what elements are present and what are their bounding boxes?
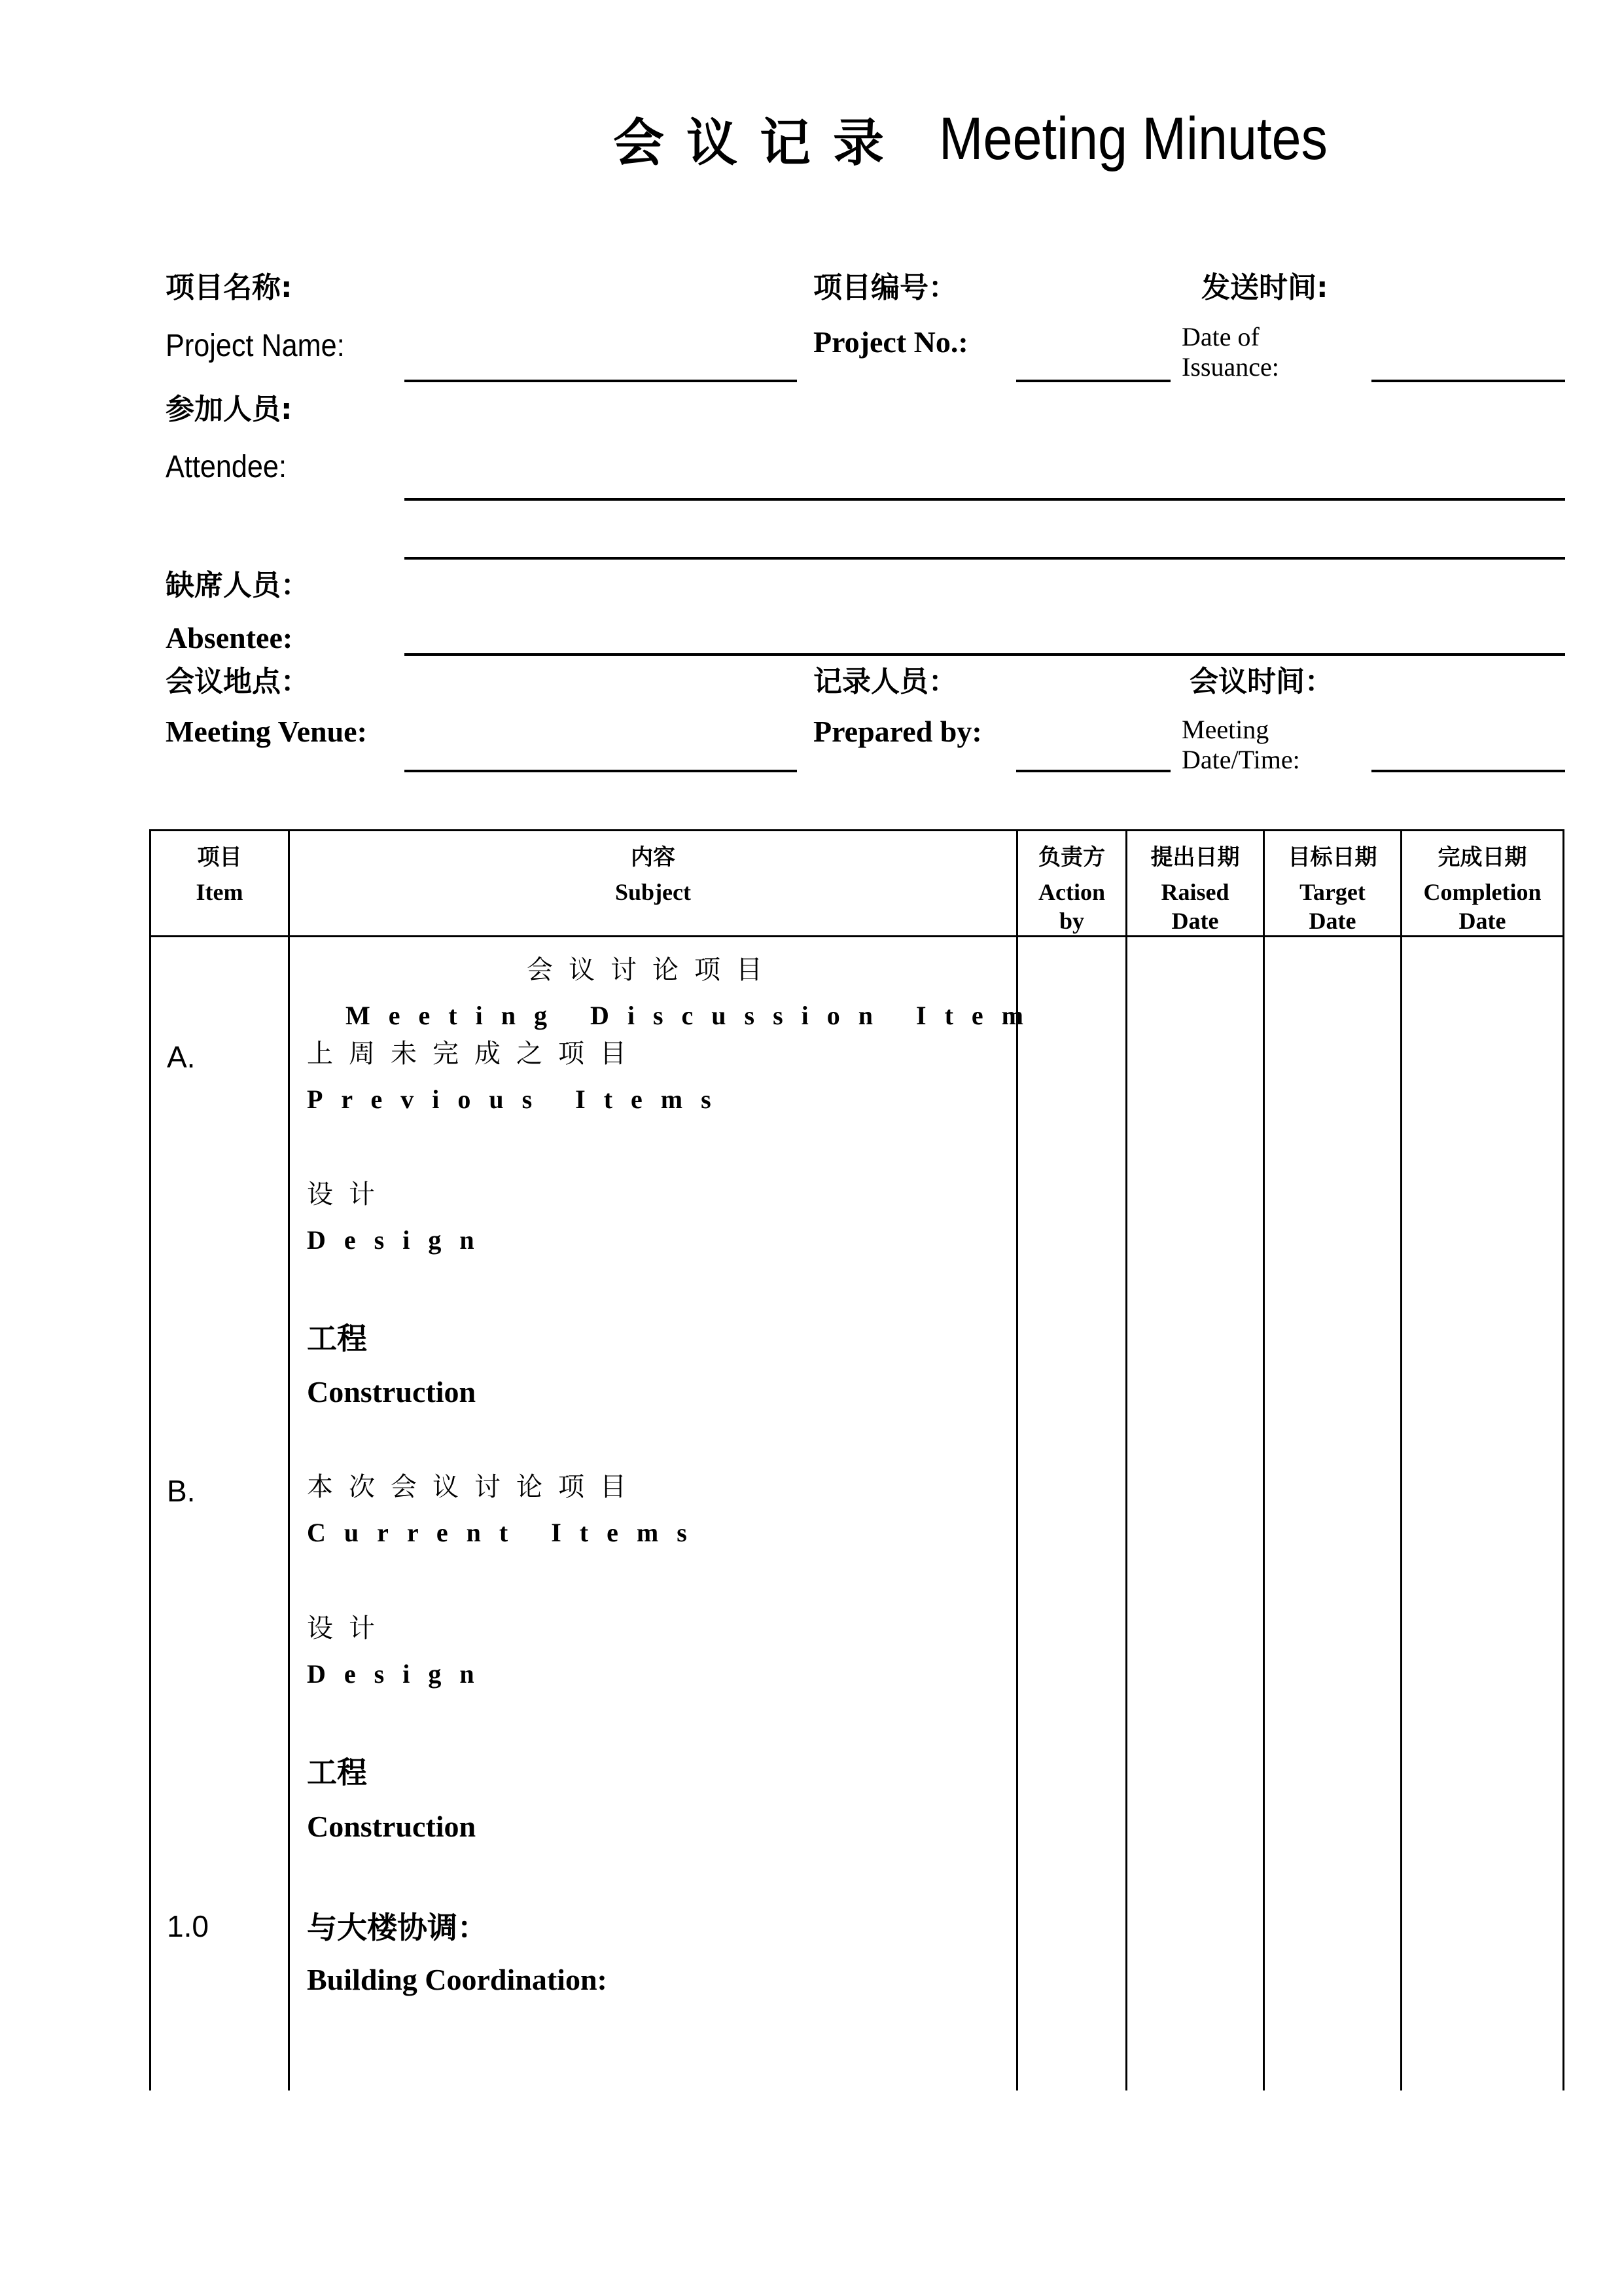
absentee-field[interactable] xyxy=(404,653,1565,656)
design-heading-en: Design xyxy=(307,1659,493,1689)
column-header-en: Target Date xyxy=(1299,879,1366,934)
project-no-label-en: Project No.: xyxy=(813,325,968,359)
building-coordination-cn: 与大楼协调： xyxy=(307,1910,487,1945)
building-coordination-en: Building Coordination: xyxy=(307,1963,607,1996)
column-header-raised-date xyxy=(1127,831,1264,937)
construction-heading-cn: 工程 xyxy=(307,1755,367,1790)
project-name-field[interactable] xyxy=(404,380,797,382)
prepared-by-field[interactable] xyxy=(1016,770,1171,772)
meeting-time-label-en: Meeting Date/Time: xyxy=(1182,715,1300,774)
column-header-target-date xyxy=(1264,831,1402,937)
column-header-cn: 目标日期 xyxy=(1288,844,1377,870)
item-label-b: B. xyxy=(167,1474,196,1508)
attendee-label-cn: 参加人员: xyxy=(166,393,292,426)
item-label-a: A. xyxy=(167,1040,196,1074)
subject-column-cell[interactable] xyxy=(289,937,1042,2091)
attendee-field-line-2[interactable] xyxy=(404,557,1565,560)
column-header-en: Raised Date xyxy=(1161,879,1229,934)
column-header-cn: 项目 xyxy=(197,844,242,870)
section-heading-en: Meeting Discussion Item xyxy=(345,1001,1042,1030)
issuance-label-en: Date of Issuance: xyxy=(1182,322,1279,382)
column-header-cn: 完成日期 xyxy=(1438,844,1527,870)
title-chinese: 会议记录 xyxy=(613,114,907,173)
column-header-en: Completion Date xyxy=(1423,879,1542,934)
construction-heading-cn: 工程 xyxy=(307,1321,367,1356)
venue-label-en: Meeting Venue: xyxy=(166,715,367,748)
construction-heading-en: Construction xyxy=(307,1375,476,1408)
column-header-en: Subject xyxy=(615,879,691,905)
attendee-field-line-1[interactable] xyxy=(404,498,1565,501)
meeting-time-field[interactable] xyxy=(1371,770,1565,772)
target-date-column-cell[interactable] xyxy=(1264,937,1402,2091)
column-header-cn: 内容 xyxy=(631,844,675,870)
previous-items-en: Previous Items xyxy=(307,1085,730,1114)
project-no-field[interactable] xyxy=(1016,380,1171,382)
project-no-label-cn: 项目编号： xyxy=(813,271,957,304)
current-items-en: Current Items xyxy=(307,1518,705,1547)
column-header-completion-date xyxy=(1402,831,1564,937)
attendee-label-en: Attendee: xyxy=(166,450,287,484)
item-label-1-0: 1.0 xyxy=(167,1909,209,1943)
construction-heading-en: Construction xyxy=(307,1810,476,1843)
prepared-by-label-en: Prepared by: xyxy=(813,715,982,748)
section-heading-cn: 会议讨论项目 xyxy=(527,955,778,985)
prepared-by-label-cn: 记录人员： xyxy=(813,665,957,698)
table-body-row xyxy=(150,937,1564,2091)
column-header-subject xyxy=(289,831,1017,937)
design-heading-cn: 设计 xyxy=(307,1613,391,1643)
project-name-label-en: Project Name: xyxy=(166,329,345,363)
raised-date-column-cell[interactable] xyxy=(1127,937,1264,2091)
meeting-time-label-cn: 会议时间： xyxy=(1190,665,1333,698)
absentee-label-cn: 缺席人员： xyxy=(166,569,309,602)
table-header-row xyxy=(150,831,1564,937)
minutes-table xyxy=(149,829,1564,2090)
current-items-cn: 本次会议讨论项目 xyxy=(307,1472,642,1502)
column-header-action-by xyxy=(1017,831,1127,937)
design-heading-en: Design xyxy=(307,1225,493,1255)
project-name-label-cn: 项目名称: xyxy=(166,271,292,304)
title-english: Meeting Minutes xyxy=(939,105,1328,172)
column-header-cn: 负责方 xyxy=(1038,844,1105,870)
action-by-column-cell[interactable] xyxy=(1017,937,1127,2091)
previous-items-cn: 上周未完成之项目 xyxy=(307,1039,642,1069)
column-header-en: Action by xyxy=(1038,879,1105,934)
issuance-label-cn: 发送时间: xyxy=(1201,271,1328,304)
column-header-item xyxy=(150,831,289,937)
design-heading-cn: 设计 xyxy=(307,1179,391,1210)
item-column-cell[interactable] xyxy=(150,937,289,2091)
venue-field[interactable] xyxy=(404,770,797,772)
venue-label-cn: 会议地点： xyxy=(166,665,309,698)
issuance-field[interactable] xyxy=(1371,380,1565,382)
completion-date-column-cell[interactable] xyxy=(1402,937,1564,2091)
absentee-label-en: Absentee: xyxy=(166,621,293,655)
column-header-cn: 提出日期 xyxy=(1150,844,1240,870)
column-header-en: Item xyxy=(196,879,243,905)
